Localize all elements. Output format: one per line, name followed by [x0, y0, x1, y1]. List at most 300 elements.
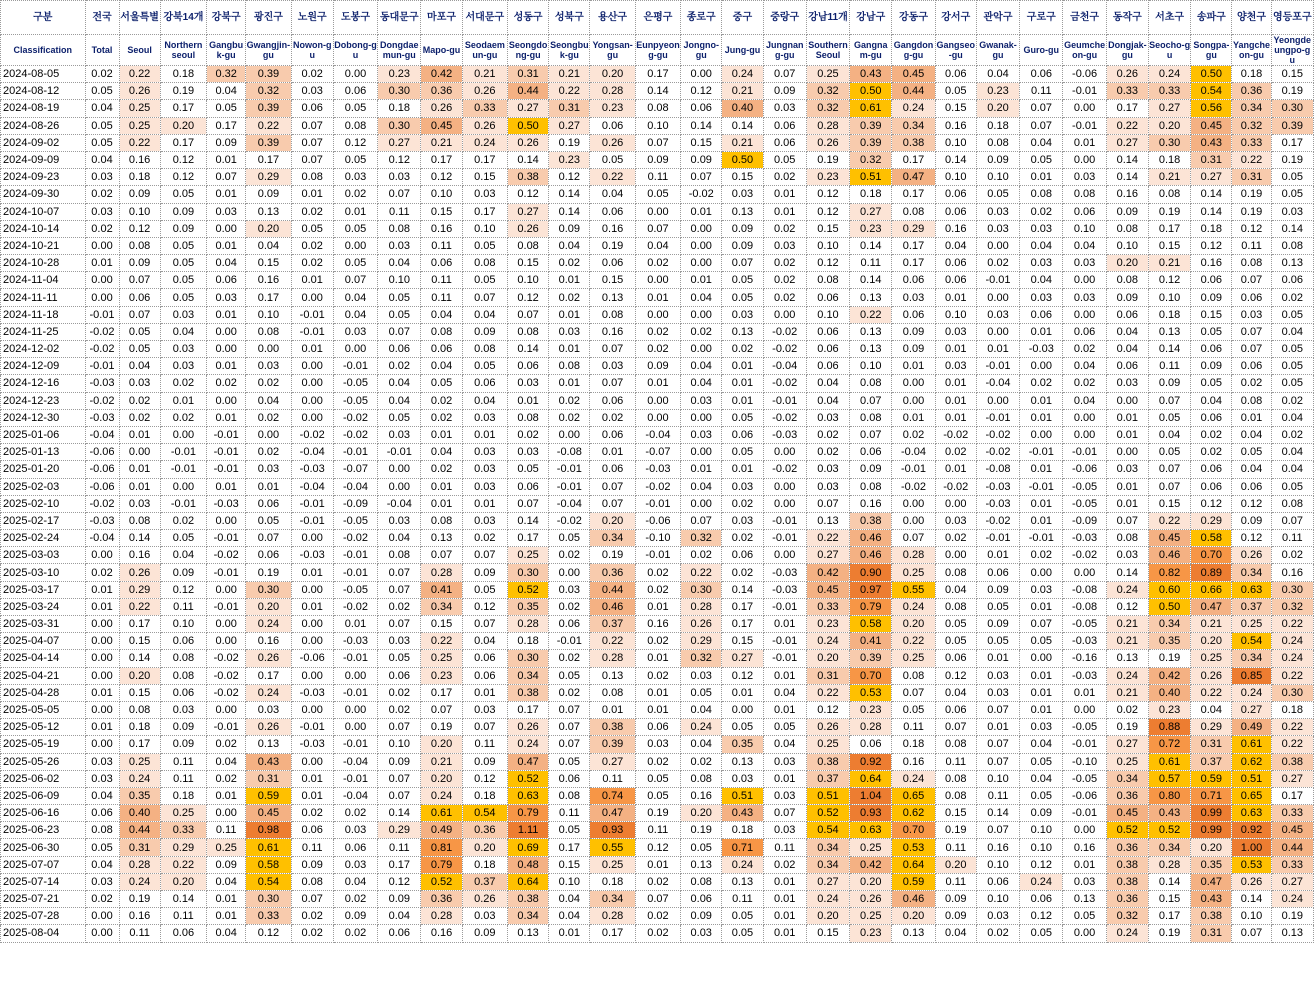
table-cell: 0.07	[378, 323, 421, 340]
table-cell: 0.01	[763, 873, 806, 890]
table-cell: -0.04	[333, 753, 377, 770]
table-cell: 0.07	[1232, 272, 1271, 289]
table-cell: 0.54	[462, 805, 507, 822]
table-cell: 0.25	[119, 100, 160, 117]
table-cell: -0.01	[207, 530, 246, 547]
table-cell: 0.03	[935, 512, 976, 529]
table-cell: 0.02	[722, 564, 763, 581]
row-date-cell: 2025-01-06	[1, 426, 86, 443]
table-cell: 0.07	[681, 169, 722, 186]
table-cell: -0.07	[635, 444, 680, 461]
column-header-english: Seodaemun-gu	[462, 35, 507, 66]
table-cell: 0.03	[681, 925, 722, 942]
table-cell: 0.10	[976, 856, 1019, 873]
column-header-korean: 도봉구	[333, 1, 377, 35]
table-cell: 0.01	[976, 719, 1019, 736]
table-cell: -0.05	[1063, 719, 1106, 736]
table-cell: 0.08	[1232, 392, 1271, 409]
table-cell: -0.03	[1063, 633, 1106, 650]
table-cell: 0.15	[681, 134, 722, 151]
table-cell: 0.18	[976, 117, 1019, 134]
table-cell: 0.09	[892, 323, 935, 340]
row-date-cell: 2025-05-05	[1, 701, 86, 718]
table-cell: 0.33	[806, 598, 849, 615]
table-cell: 0.05	[1020, 151, 1063, 168]
table-row	[1, 530, 1314, 547]
table-cell: 0.26	[508, 719, 549, 736]
table-cell: 0.07	[421, 701, 462, 718]
table-cell: 0.02	[976, 925, 1019, 942]
table-cell: 0.12	[333, 134, 377, 151]
table-cell: 0.00	[1020, 650, 1063, 667]
table-cell: 0.42	[850, 856, 892, 873]
row-date-cell: 2024-10-28	[1, 255, 86, 272]
table-cell: 0.16	[119, 151, 160, 168]
column-header-korean: 구로구	[1020, 1, 1063, 35]
table-cell: 0.13	[722, 323, 763, 340]
table-row	[1, 547, 1314, 564]
table-cell: 0.38	[590, 719, 635, 736]
table-cell: 0.32	[1271, 598, 1313, 615]
table-cell: 0.43	[246, 753, 291, 770]
table-cell: 0.14	[1148, 341, 1190, 358]
table-cell: 0.00	[333, 667, 377, 684]
table-cell: 0.60	[1148, 581, 1190, 598]
table-cell: 0.06	[246, 495, 291, 512]
table-cell: 0.01	[207, 478, 246, 495]
table-cell: 0.62	[1232, 753, 1271, 770]
table-cell: 0.03	[85, 169, 119, 186]
table-cell: 0.27	[508, 203, 549, 220]
table-cell: 0.43	[722, 805, 763, 822]
table-cell: 0.04	[1271, 444, 1313, 461]
table-cell: 0.26	[119, 83, 160, 100]
table-row	[1, 358, 1314, 375]
table-cell: 0.03	[462, 701, 507, 718]
table-cell: -0.01	[207, 461, 246, 478]
table-cell: 0.03	[976, 684, 1019, 701]
table-cell: 0.31	[549, 100, 590, 117]
table-cell: 0.11	[160, 753, 206, 770]
table-cell: 0.05	[160, 186, 206, 203]
table-cell: 0.26	[508, 134, 549, 151]
table-cell: 0.27	[1232, 701, 1271, 718]
table-cell: 0.13	[722, 873, 763, 890]
table-cell: 0.02	[207, 736, 246, 753]
table-cell: 0.17	[1148, 908, 1190, 925]
table-cell: 0.05	[763, 719, 806, 736]
table-cell: 0.29	[378, 822, 421, 839]
table-row	[1, 495, 1314, 512]
table-cell: 0.36	[1106, 891, 1148, 908]
table-cell: 0.07	[1148, 478, 1190, 495]
table-cell: 0.39	[246, 66, 291, 83]
table-cell: 0.18	[378, 100, 421, 117]
column-header-korean: 강동구	[892, 1, 935, 35]
table-row	[1, 272, 1314, 289]
table-cell: 0.03	[246, 461, 291, 478]
table-cell: 0.01	[160, 392, 206, 409]
table-cell: 0.03	[378, 426, 421, 443]
table-cell: 0.22	[590, 633, 635, 650]
table-cell: 0.01	[85, 598, 119, 615]
table-cell: 0.33	[160, 822, 206, 839]
table-cell: 0.13	[681, 856, 722, 873]
table-cell: 0.04	[763, 684, 806, 701]
table-cell: -0.03	[1063, 667, 1106, 684]
table-cell: -0.01	[976, 409, 1019, 426]
table-cell: 0.11	[850, 255, 892, 272]
table-cell: -0.01	[333, 547, 377, 564]
table-cell: 0.09	[160, 719, 206, 736]
table-cell: 0.12	[378, 873, 421, 890]
table-row	[1, 306, 1314, 323]
table-cell: 0.02	[635, 908, 680, 925]
table-cell: 0.08	[1063, 186, 1106, 203]
table-cell: 0.07	[1148, 392, 1190, 409]
table-cell: 0.05	[508, 461, 549, 478]
table-cell: 0.05	[1232, 444, 1271, 461]
table-cell: 0.33	[1271, 805, 1313, 822]
column-header-english: Eunpyeong-gu	[635, 35, 680, 66]
table-cell: 0.00	[635, 409, 680, 426]
table-cell: 0.31	[1232, 169, 1271, 186]
table-cell: 0.14	[681, 117, 722, 134]
table-cell: 0.22	[806, 684, 849, 701]
table-cell: 1.00	[1232, 839, 1271, 856]
table-cell: -0.10	[635, 530, 680, 547]
table-cell: 0.15	[1148, 891, 1190, 908]
table-cell: 0.02	[549, 684, 590, 701]
table-cell: 0.93	[850, 805, 892, 822]
table-cell: 0.06	[1191, 461, 1232, 478]
table-cell: 0.02	[291, 255, 333, 272]
table-cell: 0.00	[892, 375, 935, 392]
table-cell: 0.00	[681, 341, 722, 358]
table-cell: 0.06	[1020, 66, 1063, 83]
table-cell: 0.17	[119, 736, 160, 753]
table-cell: 0.06	[508, 478, 549, 495]
table-cell: 0.24	[119, 873, 160, 890]
table-cell: 0.27	[722, 650, 763, 667]
table-row	[1, 753, 1314, 770]
table-cell: 0.16	[935, 220, 976, 237]
table-cell: -0.04	[378, 495, 421, 512]
table-cell: 0.01	[119, 426, 160, 443]
table-cell: 0.46	[850, 530, 892, 547]
table-cell: 0.03	[935, 323, 976, 340]
table-cell: 0.01	[1020, 598, 1063, 615]
table-cell: 0.11	[1232, 237, 1271, 254]
table-cell: 0.22	[549, 83, 590, 100]
table-cell: 0.13	[246, 203, 291, 220]
table-cell: 0.19	[1148, 203, 1190, 220]
table-cell: 0.04	[1191, 701, 1232, 718]
table-cell: 0.31	[508, 66, 549, 83]
table-cell: 0.16	[1191, 255, 1232, 272]
table-cell: 0.14	[1191, 186, 1232, 203]
table-cell: 0.09	[119, 186, 160, 203]
table-cell: 0.15	[1148, 495, 1190, 512]
table-row	[1, 426, 1314, 443]
table-cell: 0.02	[333, 891, 377, 908]
table-cell: 0.08	[850, 409, 892, 426]
table-cell: 0.21	[1148, 169, 1190, 186]
column-header-english: Seoul	[119, 35, 160, 66]
table-cell: 0.05	[590, 151, 635, 168]
row-date-cell: 2025-06-23	[1, 822, 86, 839]
table-cell: 0.01	[976, 341, 1019, 358]
table-cell: 0.03	[291, 83, 333, 100]
table-cell: -0.01	[763, 512, 806, 529]
table-cell: 0.01	[681, 461, 722, 478]
table-cell: 0.05	[207, 100, 246, 117]
table-cell: 0.13	[722, 753, 763, 770]
table-cell: 0.08	[1020, 186, 1063, 203]
column-header-english: Seongdong-gu	[508, 35, 549, 66]
table-cell: 0.03	[508, 375, 549, 392]
table-cell: 0.28	[681, 598, 722, 615]
column-header-korean: 마포구	[421, 1, 462, 35]
table-cell: 0.04	[935, 684, 976, 701]
table-cell: 0.00	[1020, 426, 1063, 443]
table-cell: 0.20	[119, 667, 160, 684]
table-cell: 0.17	[462, 203, 507, 220]
table-cell: 0.38	[1271, 753, 1313, 770]
table-cell: 0.19	[1271, 83, 1313, 100]
table-cell: 0.06	[1271, 272, 1313, 289]
table-cell: 0.22	[1271, 616, 1313, 633]
table-cell: 0.13	[1148, 323, 1190, 340]
column-header-korean: 서초구	[1148, 1, 1190, 35]
table-cell: -0.10	[1063, 753, 1106, 770]
table-cell: 0.14	[160, 891, 206, 908]
table-cell: 0.04	[1232, 426, 1271, 443]
table-cell: 0.06	[976, 873, 1019, 890]
table-cell: 0.29	[1191, 719, 1232, 736]
table-cell: 0.02	[935, 444, 976, 461]
row-date-cell: 2025-04-28	[1, 684, 86, 701]
table-cell: 0.13	[850, 289, 892, 306]
table-cell: 0.64	[892, 856, 935, 873]
table-cell: 0.21	[722, 83, 763, 100]
table-cell: 0.58	[246, 856, 291, 873]
table-cell: -0.02	[333, 409, 377, 426]
table-cell: 0.17	[119, 616, 160, 633]
table-cell: 0.05	[1271, 186, 1313, 203]
table-cell: 0.08	[291, 169, 333, 186]
table-cell: 0.22	[119, 598, 160, 615]
table-cell: 0.42	[421, 66, 462, 83]
table-cell: 0.05	[722, 719, 763, 736]
table-cell: 0.07	[549, 719, 590, 736]
table-cell: 0.01	[85, 719, 119, 736]
table-cell: 0.13	[722, 203, 763, 220]
table-cell: 0.12	[119, 220, 160, 237]
table-cell: 0.07	[378, 770, 421, 787]
table-cell: 0.08	[892, 203, 935, 220]
table-cell: 0.07	[1020, 117, 1063, 134]
table-cell: 0.09	[1106, 203, 1148, 220]
table-cell: 0.06	[1191, 272, 1232, 289]
column-header-korean: 은평구	[635, 1, 680, 35]
table-cell: -0.01	[1063, 117, 1106, 134]
table-cell: 0.09	[722, 237, 763, 254]
table-cell: 0.00	[207, 805, 246, 822]
table-cell: 0.01	[722, 375, 763, 392]
table-cell: 0.04	[85, 856, 119, 873]
table-cell: 0.12	[1191, 237, 1232, 254]
table-cell: 0.02	[590, 409, 635, 426]
table-cell: 0.38	[892, 134, 935, 151]
row-date-cell: 2025-05-19	[1, 736, 86, 753]
table-cell: 0.04	[119, 358, 160, 375]
table-cell: 0.34	[1232, 100, 1271, 117]
table-cell: 0.15	[1271, 66, 1313, 83]
table-cell: 0.24	[1020, 873, 1063, 890]
table-cell: 0.02	[291, 66, 333, 83]
table-cell: 0.14	[722, 117, 763, 134]
table-cell: -0.01	[1063, 736, 1106, 753]
column-header-korean: 강남11개	[806, 1, 849, 35]
table-cell: 0.11	[935, 873, 976, 890]
table-cell: 0.52	[508, 581, 549, 598]
table-cell: 0.06	[291, 822, 333, 839]
table-cell: 0.02	[333, 805, 377, 822]
table-cell: 0.16	[681, 787, 722, 804]
table-cell: 0.09	[333, 908, 377, 925]
table-cell: 0.05	[549, 822, 590, 839]
table-cell: 0.25	[850, 839, 892, 856]
table-cell: 0.10	[462, 220, 507, 237]
table-cell: 0.06	[160, 684, 206, 701]
table-cell: -0.06	[291, 650, 333, 667]
table-cell: 0.00	[681, 237, 722, 254]
table-cell: -0.02	[681, 186, 722, 203]
table-cell: 0.05	[722, 289, 763, 306]
table-cell: 0.02	[1271, 289, 1313, 306]
table-cell: 0.03	[462, 512, 507, 529]
table-cell: 0.01	[1063, 134, 1106, 151]
table-cell: 0.03	[806, 409, 849, 426]
table-cell: 0.13	[590, 667, 635, 684]
table-cell: 0.00	[160, 478, 206, 495]
row-date-cell: 2025-04-14	[1, 650, 86, 667]
table-cell: 0.22	[246, 117, 291, 134]
table-cell: 0.00	[976, 323, 1019, 340]
table-cell: -0.01	[333, 650, 377, 667]
table-cell: 0.03	[1020, 581, 1063, 598]
table-cell: -0.01	[892, 461, 935, 478]
row-date-cell: 2025-06-09	[1, 787, 86, 804]
table-cell: 0.32	[207, 66, 246, 83]
table-cell: -0.04	[85, 426, 119, 443]
column-header-english: Gangseo-gu	[935, 35, 976, 66]
table-cell: -0.01	[549, 478, 590, 495]
table-cell: 0.16	[892, 753, 935, 770]
column-header-korean: 송파구	[1191, 1, 1232, 35]
table-cell: -0.01	[763, 598, 806, 615]
table-cell: 0.13	[590, 289, 635, 306]
table-cell: 0.03	[160, 306, 206, 323]
table-cell: 0.09	[549, 220, 590, 237]
table-cell: 0.12	[1020, 908, 1063, 925]
table-cell: -0.02	[763, 341, 806, 358]
table-cell: 0.30	[1271, 684, 1313, 701]
table-row	[1, 100, 1314, 117]
table-cell: 0.31	[246, 770, 291, 787]
table-cell: -0.09	[333, 495, 377, 512]
table-cell: 0.11	[119, 925, 160, 942]
table-cell: 0.00	[1020, 564, 1063, 581]
table-cell: 0.06	[1191, 409, 1232, 426]
table-cell: 0.04	[160, 547, 206, 564]
table-cell: -0.01	[1020, 444, 1063, 461]
table-cell: -0.01	[549, 633, 590, 650]
table-cell: 0.03	[681, 426, 722, 443]
table-cell: 0.01	[1106, 409, 1148, 426]
table-cell: -0.06	[1063, 787, 1106, 804]
table-cell: 0.07	[378, 787, 421, 804]
table-cell: 0.25	[806, 66, 849, 83]
row-date-cell: 2025-06-02	[1, 770, 86, 787]
table-cell: 0.11	[207, 822, 246, 839]
table-cell: 0.02	[763, 856, 806, 873]
table-cell: 0.07	[635, 220, 680, 237]
table-cell: 0.00	[681, 66, 722, 83]
table-cell: 0.13	[1271, 925, 1313, 942]
table-cell: 0.06	[462, 650, 507, 667]
table-cell: 0.02	[160, 375, 206, 392]
table-cell: 0.00	[1063, 564, 1106, 581]
table-cell: 0.01	[1020, 392, 1063, 409]
table-cell: 0.27	[1271, 770, 1313, 787]
table-cell: 0.00	[681, 409, 722, 426]
table-cell: 0.06	[935, 203, 976, 220]
table-cell: 0.34	[806, 839, 849, 856]
table-cell: 0.12	[1148, 272, 1190, 289]
table-cell: 0.06	[160, 925, 206, 942]
table-cell: 0.54	[246, 873, 291, 890]
table-cell: 0.08	[291, 873, 333, 890]
table-cell: 0.11	[378, 839, 421, 856]
table-cell: 0.25	[119, 117, 160, 134]
table-cell: 0.31	[1191, 736, 1232, 753]
table-cell: 0.32	[1232, 117, 1271, 134]
table-cell: 0.20	[590, 512, 635, 529]
table-cell: -0.01	[333, 770, 377, 787]
table-cell: 0.22	[119, 134, 160, 151]
table-cell: 0.05	[976, 633, 1019, 650]
table-cell: 0.65	[1232, 787, 1271, 804]
table-cell: 0.25	[207, 839, 246, 856]
table-cell: 0.09	[681, 908, 722, 925]
table-cell: 0.03	[1063, 289, 1106, 306]
table-cell: 0.14	[1106, 564, 1148, 581]
table-cell: 0.09	[160, 736, 206, 753]
table-cell: 0.37	[806, 770, 849, 787]
table-cell: 0.12	[160, 151, 206, 168]
table-row	[1, 220, 1314, 237]
table-cell: 0.06	[850, 736, 892, 753]
table-cell: 0.28	[421, 564, 462, 581]
table-cell: 0.63	[1232, 805, 1271, 822]
table-cell: -0.01	[549, 461, 590, 478]
table-cell: 0.05	[160, 237, 206, 254]
table-cell: 0.05	[722, 925, 763, 942]
table-cell: 0.15	[1148, 237, 1190, 254]
table-cell: 0.13	[850, 341, 892, 358]
